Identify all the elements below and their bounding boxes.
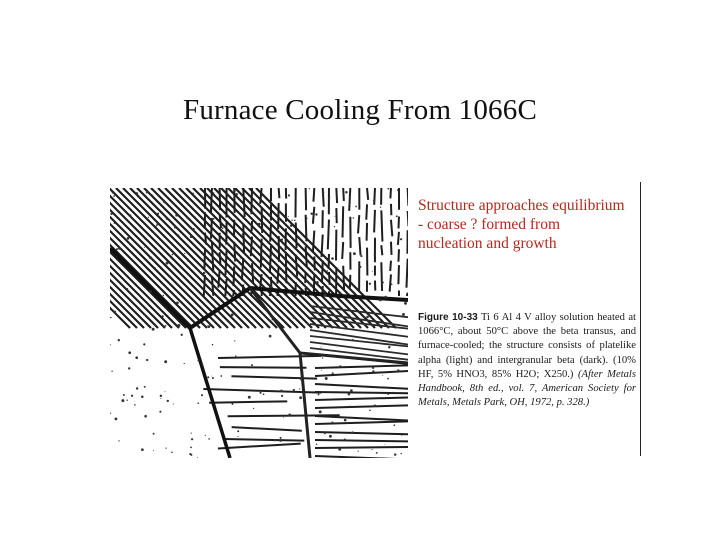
figure-label: Figure 10-33 xyxy=(418,312,478,323)
annotation-line: nucleation and growth xyxy=(418,235,557,252)
figure-caption xyxy=(418,311,636,410)
slide-title: Furnace Cooling From 1066C xyxy=(183,94,537,126)
caption-credit: (After Metals Handbook, 8th ed., vol. 7, American Society for Metals, Metals Park, OH, 1972, p. 328.) xyxy=(418,368,636,409)
caption-body: Ti 6 Al 4 V alloy solution heated at 1066°C, about 50°C above the beta transus, and furnace-cooled; the structure consists of platelike alpha (light) and intergranular beta (dark). (10% HF, 5% HNO3, 85% H2O; X250.) xyxy=(418,312,636,380)
micrograph-image xyxy=(110,188,408,458)
annotation-text xyxy=(418,196,658,253)
annotation-line: - coarse ? formed from xyxy=(418,216,561,233)
annotation-line: Structure approaches equilibrium xyxy=(418,197,625,214)
